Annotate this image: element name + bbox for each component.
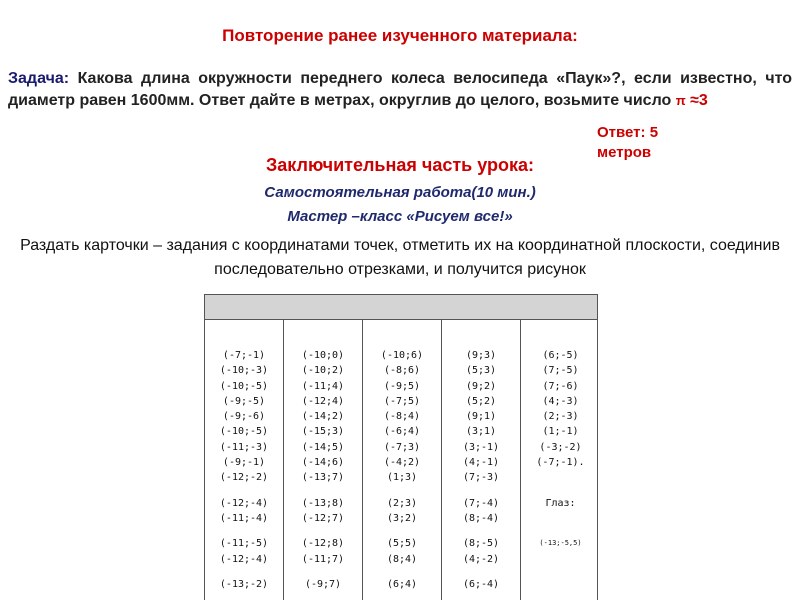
coordinate-point: (-9;5) [383,380,421,392]
coordinate-point: (5;2) [465,395,497,407]
coordinate-point: (-8;4) [383,411,421,423]
coordinate-point: (-12;7) [301,512,345,524]
coordinate-point: (1;3) [386,472,418,484]
independent-work-subtitle: Самостоятельная работа(10 мин.) [264,184,536,201]
coordinate-point: (2;3) [386,497,418,509]
coordinate-point: (-10;6) [380,350,424,361]
coordinate-point: (-14;6) [301,457,345,469]
coordinate-gap [521,486,600,496]
pi-symbol: π [675,93,686,108]
coordinate-point: (7;-5) [542,365,579,377]
coordinate-point: (6;-4) [462,578,500,590]
answer-line-1: Ответ: 5 [597,124,659,141]
coordinate-gap [521,526,600,536]
coordinates-column [284,320,363,600]
coordinate-point: (2;-3) [542,411,579,423]
task-label: Задача: [8,70,70,87]
coordinate-gap [205,486,283,496]
coordinate-point: (8;-4) [462,512,500,524]
coordinate-gap [363,567,441,577]
coordinate-point: (-13;7) [301,472,345,484]
coordinate-point: (-4;2) [383,457,421,469]
coordinates-column [442,320,521,600]
coordinates-column [521,320,600,600]
coordinate-gap [442,526,520,536]
coordinate-gap [284,486,362,496]
coordinate-point: (5;5) [386,538,418,550]
coordinate-point: (-11;-4) [219,512,269,524]
coordinate-gap [284,567,362,577]
coordinate-gap [521,552,600,567]
coordinate-gap [521,567,600,577]
coordinate-point: (-13;-2) [219,578,269,590]
coordinate-point: (6;4) [386,578,418,590]
coordinate-point: (6;-5) [542,350,579,361]
coordinate-point: (1;-1) [542,426,579,438]
coordinate-point: (-8;6) [383,365,421,377]
coordinate-point: (-10;-5) [219,380,269,392]
card-header [205,295,597,320]
coordinate-point: (-11;7) [301,553,345,565]
coordinate-point: (-3;-2) [539,441,582,453]
coordinate-point: (-10;2) [301,365,345,377]
coordinate-point: (-13;8) [301,497,345,509]
coordinate-gap [205,567,283,577]
master-class-subtitle: Мастер –класс «Рисуем все!» [287,208,513,225]
coordinate-point: (-9;-6) [222,411,266,423]
coordinate-gap [521,577,600,592]
coordinate-point: (-9;-5) [222,395,266,407]
instruction-text: Раздать карточки – задания с координатами точек, отметить их на координатной плоскости, соединив последовательно отрезками, и получится рисунок [20,237,780,278]
coordinate-point: Глаз: [545,497,576,509]
coordinate-point: (-14;2) [301,411,345,423]
coordinate-point: (-9;-1) [222,457,266,469]
coordinate-point: (-6;4) [383,426,421,438]
coordinate-point: (-7;-1). [536,457,585,469]
coordinate-gap [442,567,520,577]
task-body: Какова длина окружности переднего колеса велосипеда «Паук»?, если известно, что диаметр равен 1600мм. Ответ дайте в метрах, округлив до целого, возьмите число [8,70,792,109]
task-text [8,68,792,112]
coordinate-point: (-13;-5,5) [539,539,582,548]
coordinate-point: (-12;-4) [219,497,269,509]
coordinate-point: (3;1) [465,426,497,438]
coordinate-point: (-11;-5) [219,538,269,550]
coordinate-point: (-11;4) [301,380,345,392]
answer-line-2: метров [597,144,652,161]
coordinate-point: (9;2) [465,380,497,392]
coordinate-point: (8;-5) [462,538,500,550]
coordinate-point: (3;-1) [462,441,500,453]
coordinates-column [205,320,284,600]
coordinates-card [204,294,598,600]
coordinate-point: (-12;-4) [219,553,269,565]
coordinate-point: (7;-4) [462,497,500,509]
coordinate-point: (4;-2) [462,553,500,565]
coordinate-point: (8;4) [386,553,418,565]
coordinate-point: (4;-1) [462,457,500,469]
coordinate-point: (9;3) [465,350,497,361]
coordinate-point: (-12;4) [301,395,345,407]
coordinate-gap [521,470,600,485]
coordinate-point: (-10;0) [301,350,345,361]
coordinate-point: (-9;7) [304,578,342,590]
coordinate-point: (-10;-3) [219,365,269,377]
final-part-title: Заключительная часть урока: [266,155,534,175]
coordinate-point: (3;2) [386,512,418,524]
coordinate-point: (-7;5) [383,395,421,407]
coordinate-gap [442,486,520,496]
coordinate-point: (4;-3) [542,395,579,407]
coordinate-point: (-7;3) [383,441,421,453]
coordinate-point: (9;1) [465,411,497,423]
coordinate-point: (-10;-5) [219,426,269,438]
coordinate-point: (7;-6) [542,380,579,392]
coordinate-point: (-11;-3) [219,441,269,453]
section-heading: Повторение ранее изученного материала: [222,26,578,45]
coordinate-point: (-7;-1) [222,350,266,361]
pi-approx: ≈3 [685,92,708,109]
coordinate-point: (7;-3) [462,472,500,484]
coordinate-point: (-12;8) [301,538,345,550]
coordinate-gap [363,526,441,536]
coordinate-point: (-14;5) [301,441,345,453]
coordinate-point: (-12;-2) [219,472,269,484]
coordinates-column [363,320,442,600]
coordinate-point: (5;3) [465,365,497,377]
coordinate-gap [205,526,283,536]
coordinate-gap [363,486,441,496]
coordinate-gap [521,511,600,526]
coordinate-gap [284,526,362,536]
coordinate-point: (-15;3) [301,426,345,438]
